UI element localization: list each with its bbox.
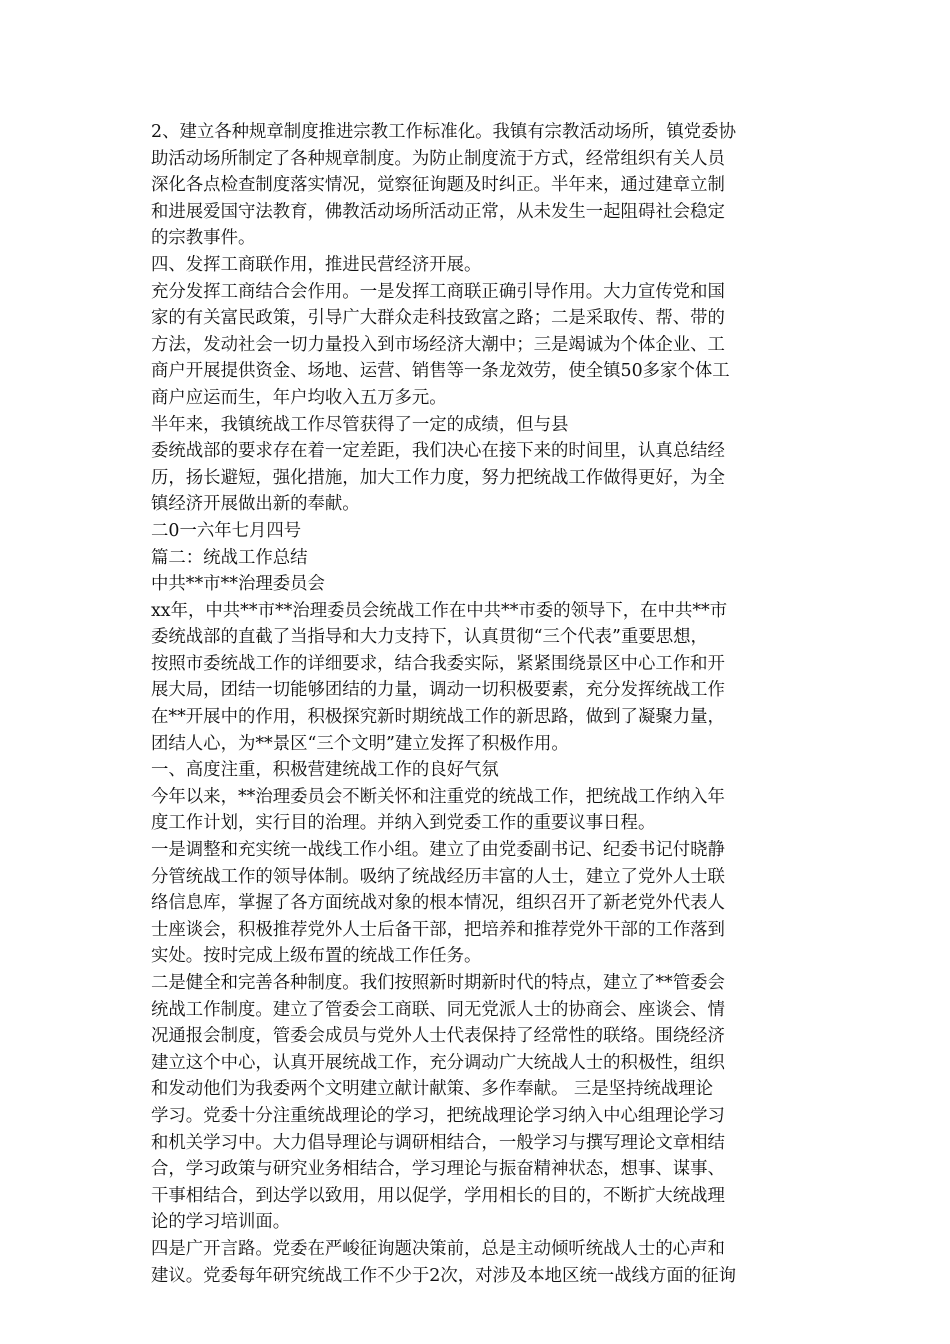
paragraph (151, 784, 803, 837)
text-line: 在**开展中的作用，积极探究新时期统战工作的新思路，做到了凝聚力量， (151, 707, 725, 728)
paragraph (151, 438, 803, 518)
text-line: 深化各点检查制度落实情况，觉察征询题及时纠正。半年来，通过建章立制 (151, 175, 725, 196)
text-line: 和发动他们为我委两个文明建立献计献策、多作奉献。 三是坚持统战理论 (151, 1079, 714, 1100)
text-line: 建立这个中心，认真开展统战工作，充分调动广大统战人士的积极性，组织 (151, 1052, 725, 1073)
text-line: 团结人心，为**景区“三个文明”建立发挥了积极作用。 (151, 733, 569, 754)
text-line: 展大局，团结一切能够团结的力量，调动一切积极要素，充分发挥统战工作 (151, 680, 725, 701)
text-line: 2、建立各种规章制度推进宗教工作标准化。我镇有宗教活动场所，镇党委协 (151, 122, 736, 142)
paragraph (151, 279, 803, 412)
text-line: 学习。党委十分注重统战理论的学习，把统战理论学习纳入中心组理论学习 (151, 1105, 725, 1126)
text-line: 一、高度注重，积极营建统战工作的良好气氛 (151, 760, 499, 781)
text-line: 商户开展提供资金、场地、运营、销售等一条龙效劳，使全镇50多家个体工 (151, 361, 730, 382)
text-line: 二是健全和完善各种制度。我们按照新时期新时代的特点，建立了**管委会 (151, 973, 725, 993)
text-line: 实处。按时完成上级布置的统战工作任务。 (151, 946, 482, 967)
text-line: 委统战部的直截了当指导和大力支持下，认真贯彻“三个代表”重要思想， (151, 627, 708, 648)
paragraph (151, 757, 803, 784)
paragraph (151, 837, 803, 970)
text-line: 络信息库，掌握了各方面统战对象的根本情况，组织召开了新老党外代表人 (151, 893, 725, 914)
text-line: 干事相结合，到达学以致用，用以促学，学用相长的目的，不断扩大统战理 (151, 1185, 725, 1206)
text-line: 中共**市**治理委员会 (151, 574, 325, 595)
text-line: 篇二：统战工作总结 (151, 547, 308, 568)
paragraph (151, 545, 803, 572)
text-line: 一是调整和充实统一战线工作小组。建立了由党委副书记、纪委书记付晓静 (151, 840, 725, 861)
text-line: 四是广开言路。党委在严峻征询题决策前，总是主动倾听统战人士的心声和 (151, 1238, 725, 1259)
paragraph (151, 598, 803, 758)
paragraph (151, 970, 803, 1236)
text-line: 方法，发动社会一切力量投入到市场经济大潮中；三是竭诚为个体企业、工 (151, 334, 725, 355)
text-line: 家的有关富民政策，引导广大群众走科技致富之路；二是采取传、帮、带的 (151, 308, 725, 329)
paragraph (151, 252, 803, 279)
text-line: 分管统战工作的领导体制。吸纳了统战经历丰富的人士，建立了党外人士联 (151, 866, 725, 887)
text-line: 和进展爱国守法教育，佛教活动场所活动正常，从未发生一起阻碍社会稳定 (151, 201, 725, 222)
text-line: 助活动场所制定了各种规章制度。为防止制度流于方式，经常组织有关人员 (151, 148, 725, 169)
text-line: 合，学习政策与研究业务相结合，学习理论与振奋精神状态，想事、谋事、 (151, 1159, 725, 1180)
text-line: 商户应运而生，年户均收入五万多元。 (151, 387, 447, 408)
text-line: 论的学习培训面。 (151, 1212, 291, 1233)
text-line: 况通报会制度，管委会成员与党外人士代表保持了经常性的联络。围绕经济 (151, 1026, 725, 1047)
text-line: 度工作计划，实行目的治理。并纳入到党委工作的重要议事日程。 (151, 813, 656, 834)
text-line: 二0一六年七月四号 (151, 520, 302, 541)
text-line: 半年来，我镇统战工作尽管获得了一定的成绩，但与县 (151, 414, 569, 435)
text-line: 充分发挥工商结合会作用。一是发挥工商联正确引导作用。大力宣传党和国 (151, 281, 725, 302)
paragraph (151, 1236, 803, 1289)
text-line: 统战工作制度。建立了管委会工商联、同无党派人士的协商会、座谈会、情 (151, 999, 725, 1020)
text-line: 历，扬长避短，强化措施，加大工作力度，努力把统战工作做得更好，为全 (151, 467, 725, 488)
text-line: 按照市委统战工作的详细要求，结合我委实际，紧紧围绕景区中心工作和开 (151, 653, 725, 674)
text-line: 今年以来，**治理委员会不断关怀和注重党的统战工作，把统战工作纳入年 (151, 786, 725, 807)
paragraph (151, 571, 803, 598)
document-body (151, 119, 803, 1289)
paragraph (151, 119, 803, 252)
text-line: 四、发挥工商联作用，推进民营经济开展。 (151, 254, 482, 275)
text-line: 委统战部的要求存在着一定差距，我们决心在接下来的时间里，认真总结经 (151, 441, 725, 462)
text-line: 的宗教事件。 (151, 228, 256, 249)
text-line: xx年，中共**市**治理委员会统战工作在中共**市委的领导下，在中共**市 (151, 600, 728, 621)
text-line: 建议。党委每年研究统战工作不少于2次，对涉及本地区统一战线方面的征询 (151, 1265, 736, 1286)
paragraph (151, 518, 803, 545)
text-line: 镇经济开展做出新的奉献。 (151, 494, 360, 515)
text-line: 和机关学习中。大力倡导理论与调研相结合，一般学习与撰写理论文章相结 (151, 1132, 725, 1153)
paragraph (151, 412, 803, 439)
text-line: 士座谈会，积极推荐党外人士后备干部，把培养和推荐党外干部的工作落到 (151, 919, 725, 940)
